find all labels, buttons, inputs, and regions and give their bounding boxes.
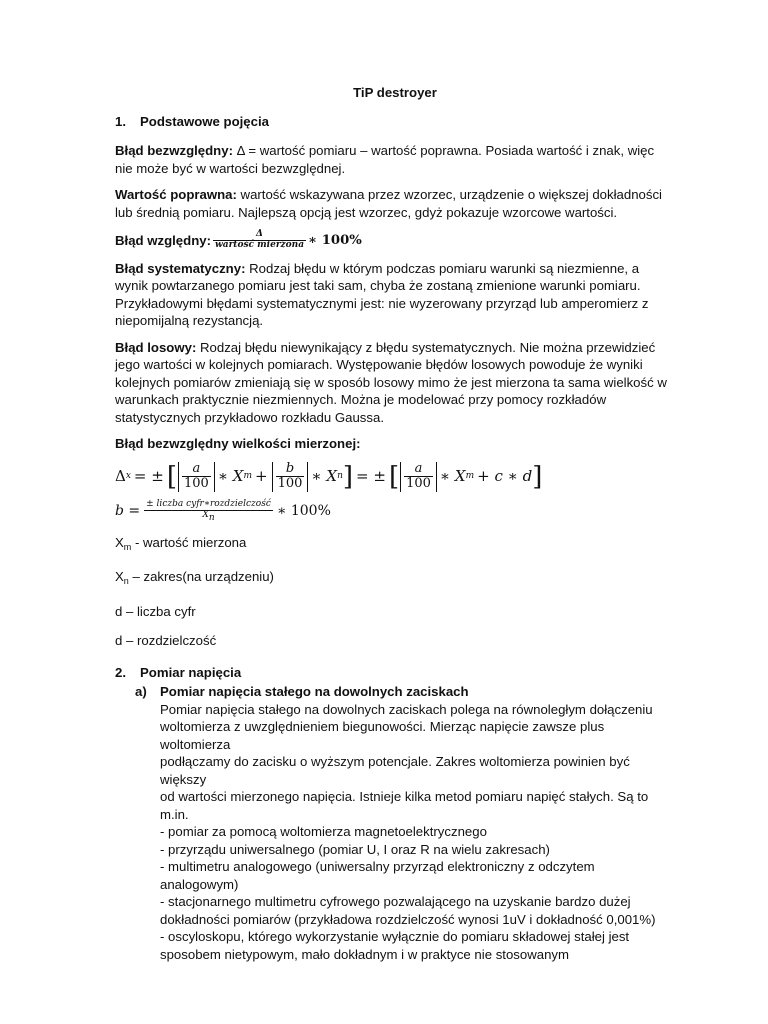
paragraph-blad-wzgledny — [115, 230, 675, 251]
body-line: od wartości mierzonego napięcia. Istnieje kilka metod pomiaru napięć stałych. Są to m.in. — [160, 789, 649, 822]
term-label: Błąd względny: — [115, 232, 211, 248]
fraction-numerator: a — [182, 462, 211, 477]
section-title: Podstawowe pojęcia — [140, 113, 269, 129]
def-sub: m — [123, 541, 132, 552]
subsection-a-heading — [135, 683, 675, 701]
abs-bar-icon — [214, 462, 215, 492]
formula-term: ∗ X — [217, 467, 244, 486]
bracket-open-icon: [ — [166, 461, 177, 492]
document-page — [115, 84, 675, 963]
def-text: – rozdzielczość — [122, 633, 217, 649]
term-label: Błąd systematyczny: — [115, 260, 246, 276]
list-item: - oscyloskopu, którego wykorzystanie wyłącznie do pomiaru składowej stałej jest — [160, 929, 630, 945]
body-line: Pomiar napięcia stałego na dowolnych zaciskach polega na równoległym dołączeniu — [160, 701, 653, 717]
section-2-heading — [115, 664, 675, 682]
den-symbol: X — [202, 509, 209, 520]
abs-bar-icon — [272, 462, 273, 492]
formula-sub: m — [465, 471, 475, 482]
list-item: - multimetru analogowego (uniwersalny przyrząd elektroniczny z odczytem analogowym) — [160, 859, 595, 892]
definition-item — [115, 568, 675, 591]
document-title: TiP destroyer — [353, 85, 437, 100]
formula-term: ∗ X — [439, 467, 466, 486]
def-symbol: d — [115, 603, 123, 619]
heading-blad-wielkosci: Błąd bezwzględny wielkości mierzonej: — [115, 436, 361, 452]
subsection-letter: a) — [135, 684, 147, 700]
relative-error-fraction — [213, 230, 306, 251]
paragraph-blad-bezwzgledny — [115, 142, 675, 177]
def-text: – zakres(na urządzeniu) — [128, 569, 274, 585]
paragraph-blad-losowy — [115, 339, 675, 427]
fraction-numerator: Δ — [213, 230, 306, 241]
abs-bar-icon — [307, 462, 308, 492]
list-item: - stacjonarnego multimetru cyfrowego pozwalającego na uzyskanie bardzo dużej — [160, 894, 631, 910]
definition-item — [115, 534, 675, 557]
fraction-numerator: a — [404, 462, 433, 477]
term-text: Δ = wartość pomiaru – wartość poprawna. Posiada wartość i znak, więc nie może być w wartości bezwzględnej. — [115, 143, 655, 176]
formula-lhs: Δ — [115, 467, 126, 486]
fraction-denominator: wartość mierzona — [214, 239, 305, 250]
def-text: - wartość mierzona — [131, 534, 247, 550]
fraction-numerator: ± liczba cyfr∗rozdzielczość — [146, 498, 271, 509]
formula-sub: n — [337, 471, 343, 482]
formula-term: ∗ X — [311, 467, 338, 486]
formula-pm: = ± — [133, 467, 164, 486]
body-line: podłączamy do zacisku o wyższym potencjale. Zakres woltomierza powinien być większy — [160, 754, 630, 787]
fraction-denominator: 100 — [277, 476, 303, 492]
term-label: Wartość poprawna: — [115, 187, 237, 202]
bracket-close-icon: ] — [532, 461, 543, 492]
fraction-denominator: 100 — [183, 476, 209, 492]
formula-lhs: b = — [115, 502, 141, 519]
def-symbol: X — [115, 534, 124, 550]
def-sub: n — [123, 576, 129, 587]
den-sub: n — [208, 512, 215, 523]
bracket-open-icon: [ — [388, 461, 400, 492]
term-label: Błąd bezwzględny: — [115, 143, 233, 158]
formula-suffix: ∗ 100% — [276, 502, 331, 519]
list-item: sposobem nietypowym, mało dokładnym i w praktyce nie stosowanym — [160, 946, 569, 962]
formula-suffix: ∗ 100% — [308, 232, 362, 248]
body-line: woltomierza z uwzględnieniem biegunowości. Mierząc napięcie zawsze plus woltomierza — [160, 719, 605, 752]
formula-lhs-sub: x — [125, 471, 131, 482]
term-text: Rodzaj błędu w którym podczas pomiaru warunki są niezmienne, a wynik powtarzanego pomiaru jest taki sam, chyba że zostaną zmienione warunki pomiaru. Przykładowymi błędami systematycznymi jest: nie wyzerowany przyrząd lub amperomierz z niepomijalną rezystancją. — [115, 260, 649, 329]
paragraph-blad-systematyczny — [115, 260, 675, 330]
fraction-b-100 — [276, 462, 305, 492]
subsection-title: Pomiar napięcia stałego na dowolnych zaciskach — [160, 684, 469, 700]
def-symbol: d — [115, 633, 123, 649]
subsection-a-body — [160, 701, 675, 964]
list-item: - pomiar za pomocą woltomierza magnetoelektrycznego — [160, 824, 487, 840]
formula-absolute-error — [115, 462, 675, 492]
definition-item — [115, 632, 675, 650]
fraction-b — [144, 500, 273, 524]
formula-b — [115, 500, 675, 524]
formula-tail: + c ∗ d — [477, 467, 533, 486]
term-text: Rodzaj błędu niewynikający z błędu systematycznych. Nie można przewidzieć jego wartości w kolejnych pomiarach. Występowanie błędów losowych powoduje że wyniki kolejnych pomiarów zmieniają się w sposób losowy mimo że jest mierzona ta sama wielkość w warunkach praktycznie niezmiennych. Można je modelować przy pomocy rozkładów statystycznych przykładowo rozkładu Gaussa. — [115, 339, 667, 425]
section-number: 1. — [115, 113, 126, 129]
section-number: 2. — [115, 664, 126, 680]
formula-eq2: = ± — [356, 467, 386, 486]
fraction-a-100 — [404, 462, 433, 492]
paragraph-wartosc-poprawna — [115, 186, 675, 221]
section-1-heading — [115, 113, 675, 131]
list-item: dokładności pomiarów (przykładowa rozdzielczość wynosi 1uV i dokładność 0,001%) — [160, 911, 656, 927]
def-symbol: X — [115, 569, 124, 585]
abs-bar-icon — [400, 462, 401, 492]
list-item: - przyrządu uniwersalnego (pomiar U, I oraz R na wielu zakresach) — [160, 841, 550, 857]
section-title: Pomiar napięcia — [140, 664, 242, 680]
def-text: – liczba cyfr — [122, 603, 196, 619]
fraction-denominator: 100 — [406, 476, 431, 492]
term-label: Błąd losowy: — [115, 339, 197, 355]
formula-sub: m — [243, 471, 253, 482]
fraction-denominator — [144, 511, 273, 524]
abs-bar-icon — [178, 462, 179, 492]
formula-plus: + — [255, 467, 268, 486]
fraction-a-100 — [182, 462, 211, 492]
abs-bar-icon — [436, 462, 437, 492]
fraction-numerator: b — [276, 462, 305, 477]
term-text: wartość wskazywana przez wzorzec, urządzenie o większej dokładności lub średnią pomiaru. Najlepszą opcją jest wzorzec, gdyż pokazuje wzorcowe wartości. — [115, 187, 662, 220]
bracket-close-icon: ] — [342, 461, 354, 492]
definition-item — [115, 603, 675, 621]
